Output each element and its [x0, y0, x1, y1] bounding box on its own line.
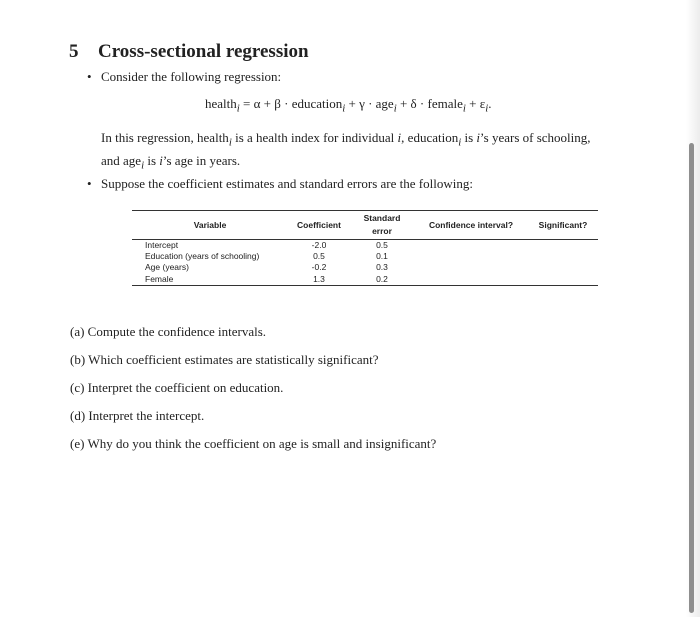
para-text: is: [461, 130, 477, 145]
cell-standard-error: 0.3: [376, 262, 388, 273]
cell-significant: [528, 240, 598, 252]
scrollbar[interactable]: [689, 143, 694, 613]
para-text: is a health index for individual: [231, 130, 398, 145]
cell-confidence-interval: [414, 274, 528, 286]
cell-significant: [528, 262, 598, 273]
cell-coefficient: 0.5: [313, 251, 325, 262]
question-c: (c) Interpret the coefficient on education.: [70, 380, 284, 395]
cell-coefficient: -0.2: [311, 262, 327, 273]
cell-coefficient: 1.3: [313, 273, 325, 284]
table-row: [132, 240, 598, 252]
header-coefficient: Coefficient: [297, 219, 341, 230]
cell-confidence-interval: [414, 251, 528, 262]
header-se-line1: Standard: [363, 213, 401, 223]
bullet-marker: •: [87, 69, 92, 84]
eq-lhs: health: [205, 96, 237, 111]
regression-equation: [205, 96, 491, 115]
header-se-line2: error: [372, 226, 392, 236]
eq-rhs-d: + ε: [465, 96, 486, 111]
question-b: (b) Which coefficient estimates are statistically significant?: [70, 352, 379, 367]
header-confidence-interval: Confidence interval?: [428, 219, 514, 230]
eq-rhs-b: + γ · age: [345, 96, 394, 111]
para-sub: i: [228, 136, 232, 149]
para-text: , education: [401, 130, 459, 145]
header-standard-error: [350, 211, 414, 240]
para-var-i: i: [397, 130, 402, 145]
para-text: In this regression, health: [101, 130, 229, 145]
header-variable: Variable: [193, 219, 227, 230]
para-text: ’s years of schooling,: [480, 130, 591, 145]
question-d: (d) Interpret the intercept.: [70, 408, 205, 423]
eq-sub-2: i: [342, 102, 346, 115]
question-e: (e) Why do you think the coefficient on age is small and insignificant?: [70, 436, 437, 451]
para-text: and age: [101, 152, 142, 168]
para-var-i: i: [476, 130, 481, 145]
eq-end: .: [488, 96, 492, 111]
eq-sub-5: i: [485, 102, 489, 115]
section-title: Cross-sectional regression: [98, 41, 309, 62]
cell-confidence-interval: [414, 262, 528, 273]
cell-variable: Education (years of schooling): [145, 251, 260, 262]
table-header-row: [132, 211, 598, 240]
eq-sub-1: i: [236, 102, 240, 115]
question-a: (a) Compute the confidence intervals.: [70, 324, 267, 339]
table-row: [132, 274, 598, 286]
bullet-suppose-text: Suppose the coefficient estimates and standard errors are the following:: [101, 176, 473, 191]
para-var-i: i: [159, 152, 163, 168]
cell-coefficient: -2.0: [311, 240, 327, 251]
definition-paragraph: [101, 129, 641, 174]
cell-significant: [528, 251, 598, 262]
cell-variable: Age (years): [145, 262, 189, 273]
bullet-suppose: [87, 176, 473, 192]
cell-standard-error: 0.5: [376, 240, 388, 251]
cell-variable: Female: [145, 273, 174, 284]
cell-variable: Intercept: [145, 240, 179, 251]
header-significant: Significant?: [538, 219, 588, 230]
eq-sub-3: i: [393, 102, 397, 115]
section-number: 5: [69, 41, 79, 62]
para-sub: i: [458, 136, 462, 149]
para-text: is: [144, 152, 160, 168]
table-row: [132, 262, 598, 273]
para-sub: i: [141, 159, 145, 172]
eq-rhs-a: = α + β · education: [243, 96, 343, 111]
table-row: [132, 251, 598, 262]
cell-confidence-interval: [414, 240, 528, 252]
cell-significant: [528, 274, 598, 286]
bullet-consider-text: Consider the following regression:: [101, 69, 282, 84]
bullet-consider: [87, 69, 282, 85]
cell-standard-error: 0.1: [376, 251, 388, 262]
eq-rhs-c: + δ · female: [396, 96, 463, 111]
regression-table: [132, 210, 598, 286]
bullet-marker: •: [87, 176, 92, 191]
cell-standard-error: 0.2: [376, 273, 388, 284]
para-text: ’s age in years.: [162, 152, 241, 168]
eq-sub-4: i: [462, 102, 466, 115]
